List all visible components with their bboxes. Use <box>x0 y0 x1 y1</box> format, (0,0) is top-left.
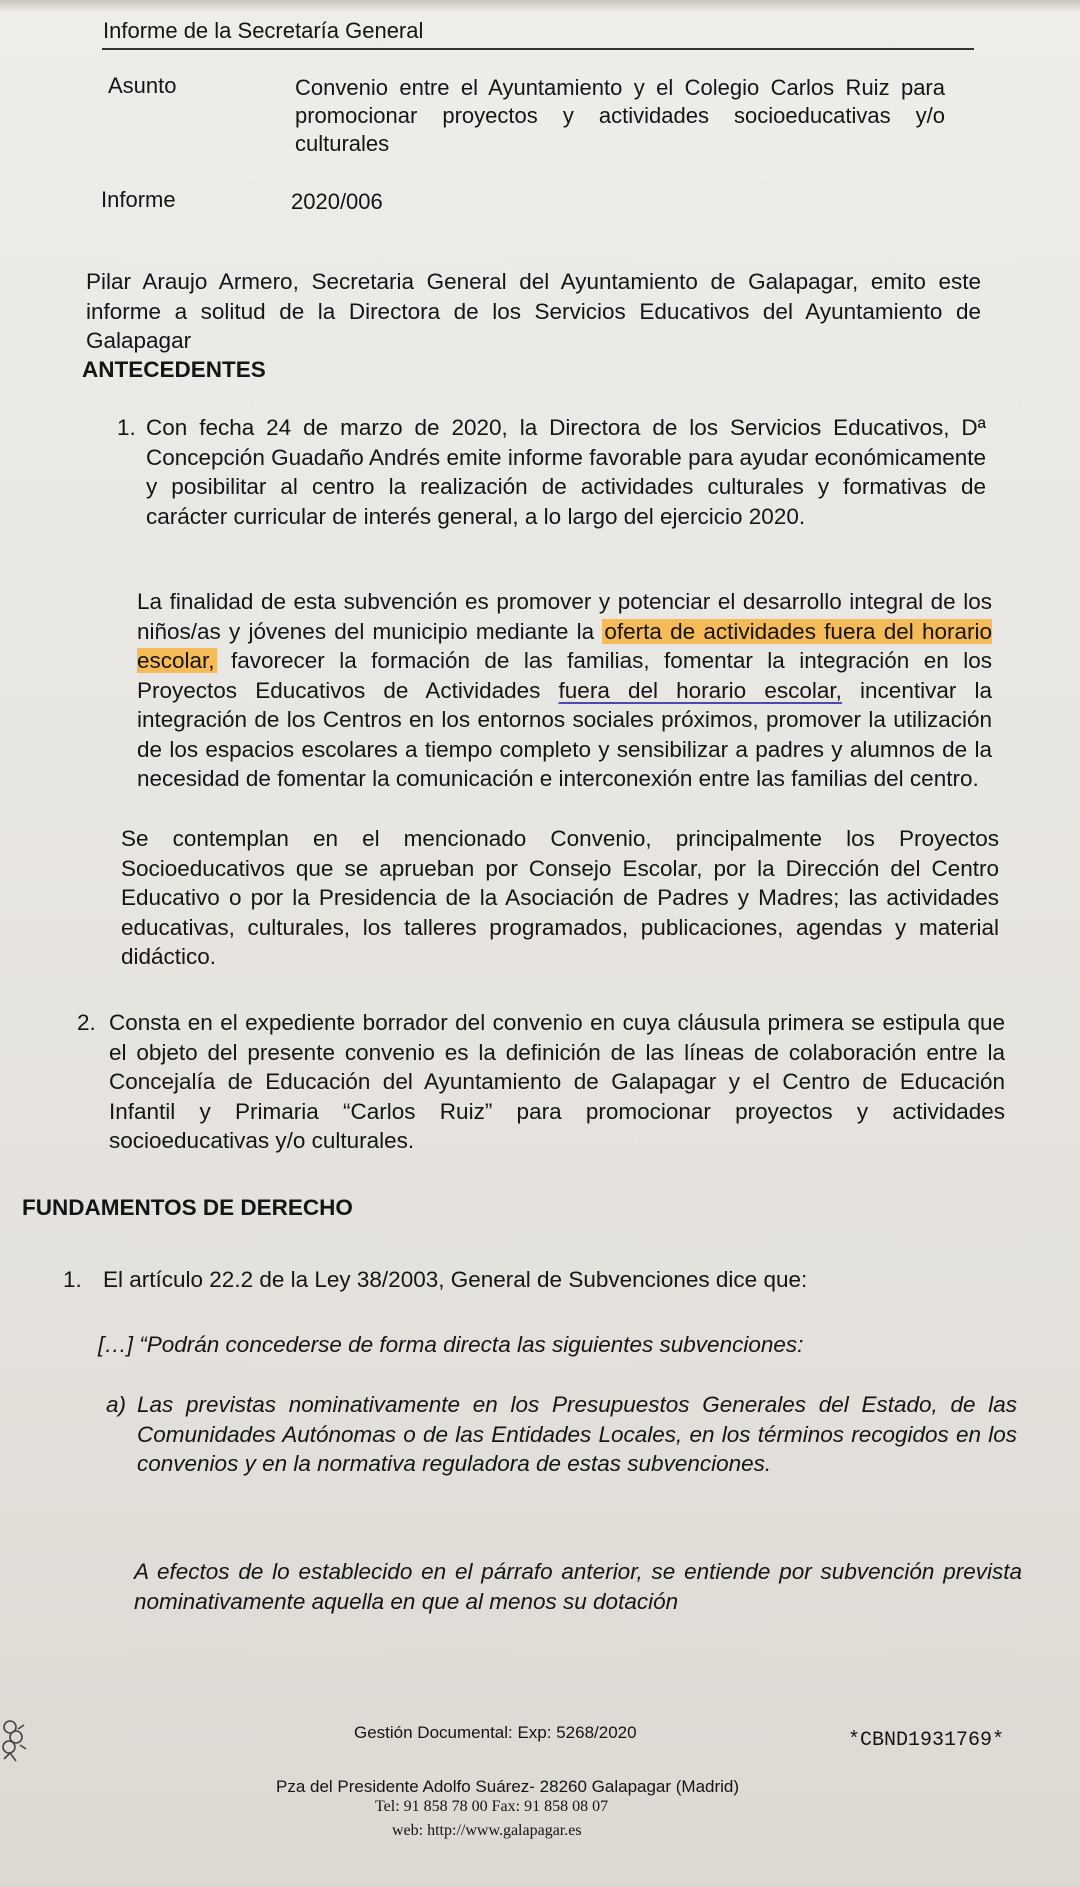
gestion-documental: Gestión Documental: Exp: 5268/2020 <box>354 1723 637 1742</box>
antecedentes-heading: ANTECEDENTES <box>82 357 266 382</box>
asunto-label: Asunto <box>108 73 177 98</box>
finalidad-text-end: incentivar la integración de los Centros en los entornos sociales próximos, promover la utilización de los espacios escolares a tiempo completo y sensibilizar a padres y alumnos de la necesidad de fomentar la comunicación e interconexión entre las familias del centro. <box>137 677 992 791</box>
antecedentes-item-2-text: Consta en el expediente borrador del convenio en cuya cláusula primera se estipula que el objeto del presente convenio es la definición de las líneas de colaboración entre la Concejalía de Educación del Ayuntamiento de Galapagar y el Centro de Educación Infantil y Primaria “Carlos Ruiz” para promocionar proyectos y actividades socioeducativas y/o culturales. <box>109 1010 1005 1153</box>
antecedentes-item-1-number: 1. <box>117 415 136 440</box>
page-top-edge <box>0 0 1080 12</box>
address-line: Pza del Presidente Adolfo Suárez- 28260 Galapagar (Madrid) <box>276 1777 740 1796</box>
document-header-title: Informe de la Secretaría General <box>103 18 424 43</box>
document-code: *CBND1931769* <box>848 1729 1005 1752</box>
fundamentos-item-1-number: 1. <box>63 1267 82 1292</box>
finalidad-paragraph <box>137 587 992 794</box>
fundamentos-item-1-text: El artículo 22.2 de la Ley 38/2003, General de Subvenciones dice que: <box>103 1267 808 1292</box>
underlined-phrase: fuera del horario escolar, <box>558 677 842 703</box>
quote-intro: […] “Podrán concederse de forma directa las siguientes subvenciones: <box>98 1332 804 1357</box>
finalidad-text-start: La finalidad de esta subvención es promover y potenciar el desarrollo integral de los niños/as y jóvenes del municipio mediante la <box>137 589 992 644</box>
subsection-a-label: a) <box>106 1392 127 1417</box>
subsection-a-text: Las previstas nominativamente en los Presupuestos Generales del Estado, de las Comunidades Autónomas o de las Entidades Locales, en los términos recogidos en los convenios y en la normativa reguladora de estas subvenciones. <box>137 1392 1017 1476</box>
intro-paragraph: Pilar Araujo Armero, Secretaria General del Ayuntamiento de Galapagar, emito este informe a solitud de la Directora de los Servicios Educativos del Ayuntamiento de Galapagar <box>86 269 981 353</box>
informe-label: Informe <box>101 187 176 212</box>
phone-fax-line: Tel: 91 858 78 00 Fax: 91 858 08 07 <box>375 1798 609 1815</box>
fundamentos-heading: FUNDAMENTOS DE DERECHO <box>22 1195 353 1220</box>
finalidad-text-middle: favorecer la formación de las familias, fomentar la integración en los Proyectos Educativos de Actividades <box>137 648 992 703</box>
website-line: web: http://www.galapagar.es <box>392 1822 582 1839</box>
asunto-value: Convenio entre el Ayuntamiento y el Colegio Carlos Ruiz para promocionar proyectos y actividades socioeducativas y/o culturales <box>295 75 945 156</box>
municipal-seal-icon <box>0 1715 30 1767</box>
header-rule <box>102 48 974 50</box>
nominativa-paragraph: A efectos de lo establecido en el párrafo anterior, se entiende por subvención prevista nominativamente aquella en que al menos su dotación <box>134 1559 1022 1614</box>
highlighted-phrase: oferta de actividades fuera del horario escolar, <box>137 618 992 673</box>
convenio-paragraph: Se contemplan en el mencionado Convenio, principalmente los Proyectos Socioeducativos que se aprueban por Consejo Escolar, por la Dirección del Centro Educativo o por la Presidencia de la Asociación de Padres y Madres; las actividades educativas, culturales, los talleres programados, publicaciones, agendas y material didáctico. <box>121 826 999 969</box>
antecedentes-item-2-number: 2. <box>77 1010 96 1035</box>
antecedentes-item-1-text: Con fecha 24 de marzo de 2020, la Directora de los Servicios Educativos, Dª Concepción Guadaño Andrés emite informe favorable para ayudar económicamente y posibilitar al centro la realización de actividades culturales y formativas de carácter curricular de interés general, a lo largo del ejercicio 2020. <box>146 415 986 529</box>
informe-number: 2020/006 <box>291 189 383 214</box>
